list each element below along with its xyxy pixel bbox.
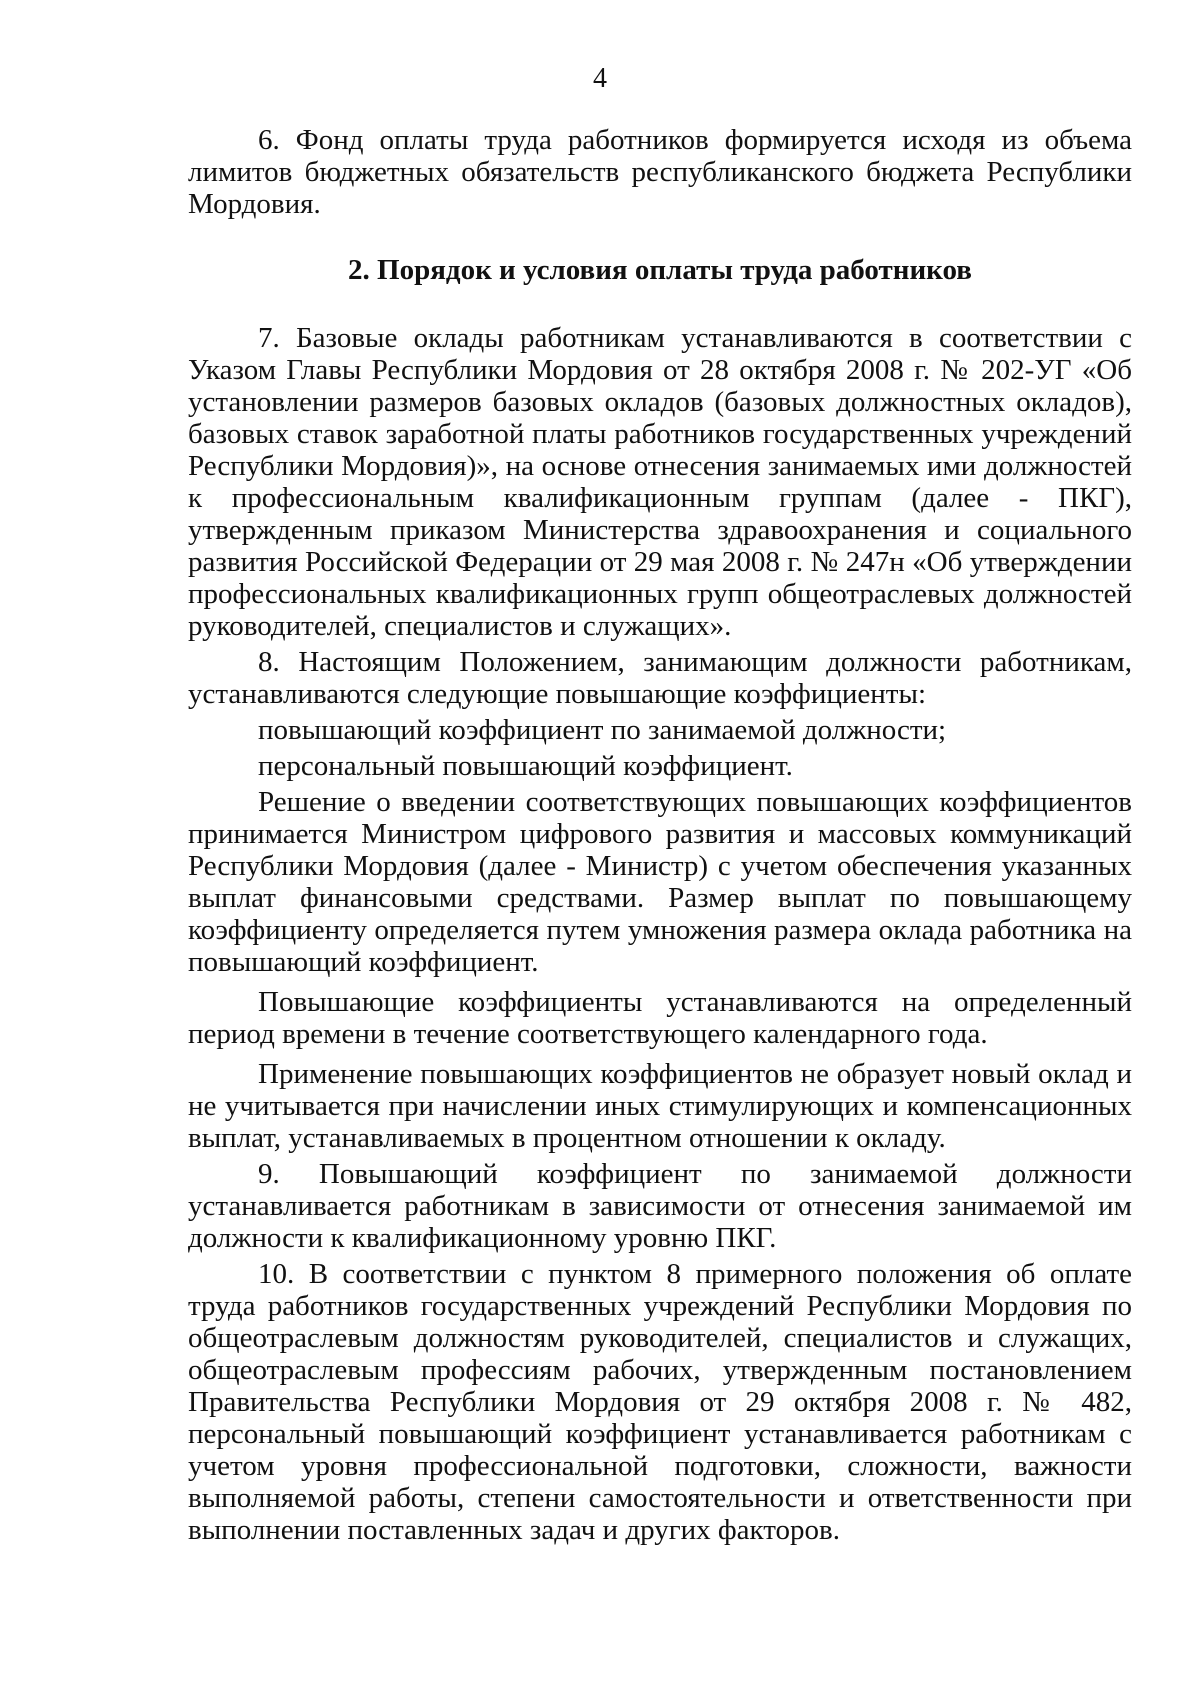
section-heading-2: 2. Порядок и условия оплаты труда работников (348, 254, 972, 286)
paragraph-9: 9. Повышающий коэффициент по занимаемой должности устанавливается работникам в зависимости от отнесения занимаемой им должности к квалификационному уровню ПКГ. (188, 1158, 1132, 1254)
paragraph-8-decision: Решение о введении соответствующих повышающих коэффициентов принимается Министром цифрового развития и массовых коммуникаций Республики Мордовия (далее - Министр) с учетом обеспечения указанных выплат финансовыми средствами. Размер выплат по повышающему коэффициенту определяется путем умножения размера оклада работника на повышающий коэффициент. (188, 786, 1132, 978)
paragraph-6: 6. Фонд оплаты труда работников формируется исходя из объема лимитов бюджетных обязательств республиканского бюджета Республики Мордовия. (188, 124, 1132, 220)
page-number: 4 (593, 63, 607, 94)
document-body (188, 124, 1132, 1546)
paragraph-7: 7. Базовые оклады работникам устанавливаются в соответствии с Указом Главы Республики Мордовия от 28 октября 2008 г. № 202-УГ «Об установлении размеров базовых окладов (базовых должностных окладов), базовых ставок заработной платы работников государственных учреждений Республики Мордовия)», на основе отнесения занимаемых ими должностей к профессиональным квалификационным группам (далее - ПКГ), утвержденным приказом Министерства здравоохранения и социального развития Российской Федерации от 29 мая 2008 г. № 247н «Об утверждении профессиональных квалификационных групп общеотраслевых должностей руководителей, специалистов и служащих». (188, 322, 1132, 642)
paragraph-8: 8. Настоящим Положением, занимающим должности работникам, устанавливаются следующие повышающие коэффициенты: (188, 646, 1132, 710)
paragraph-8-item-2: персональный повышающий коэффициент. (258, 750, 793, 782)
paragraph-8-period: Повышающие коэффициенты устанавливаются на определенный период времени в течение соответствующего календарного года. (188, 986, 1132, 1050)
paragraph-8-application: Применение повышающих коэффициентов не образует новый оклад и не учитывается при начислении иных стимулирующих и компенсационных выплат, устанавливаемых в процентном отношении к окладу. (188, 1058, 1132, 1154)
paragraph-8-item-1: повышающий коэффициент по занимаемой должности; (258, 714, 947, 746)
paragraph-10: 10. В соответствии с пунктом 8 примерного положения об оплате труда работников государственных учреждений Республики Мордовия по общеотраслевым должностям руководителей, специалистов и служащих, общеотраслевым профессиям рабочих, утвержденным постановлением Правительства Республики Мордовия от 29 октября 2008 г. № 482, персональный повышающий коэффициент устанавливается работникам с учетом уровня профессиональной подготовки, сложности, важности выполняемой работы, степени самостоятельности и ответственности при выполнении поставленных задач и других факторов. (188, 1258, 1132, 1546)
